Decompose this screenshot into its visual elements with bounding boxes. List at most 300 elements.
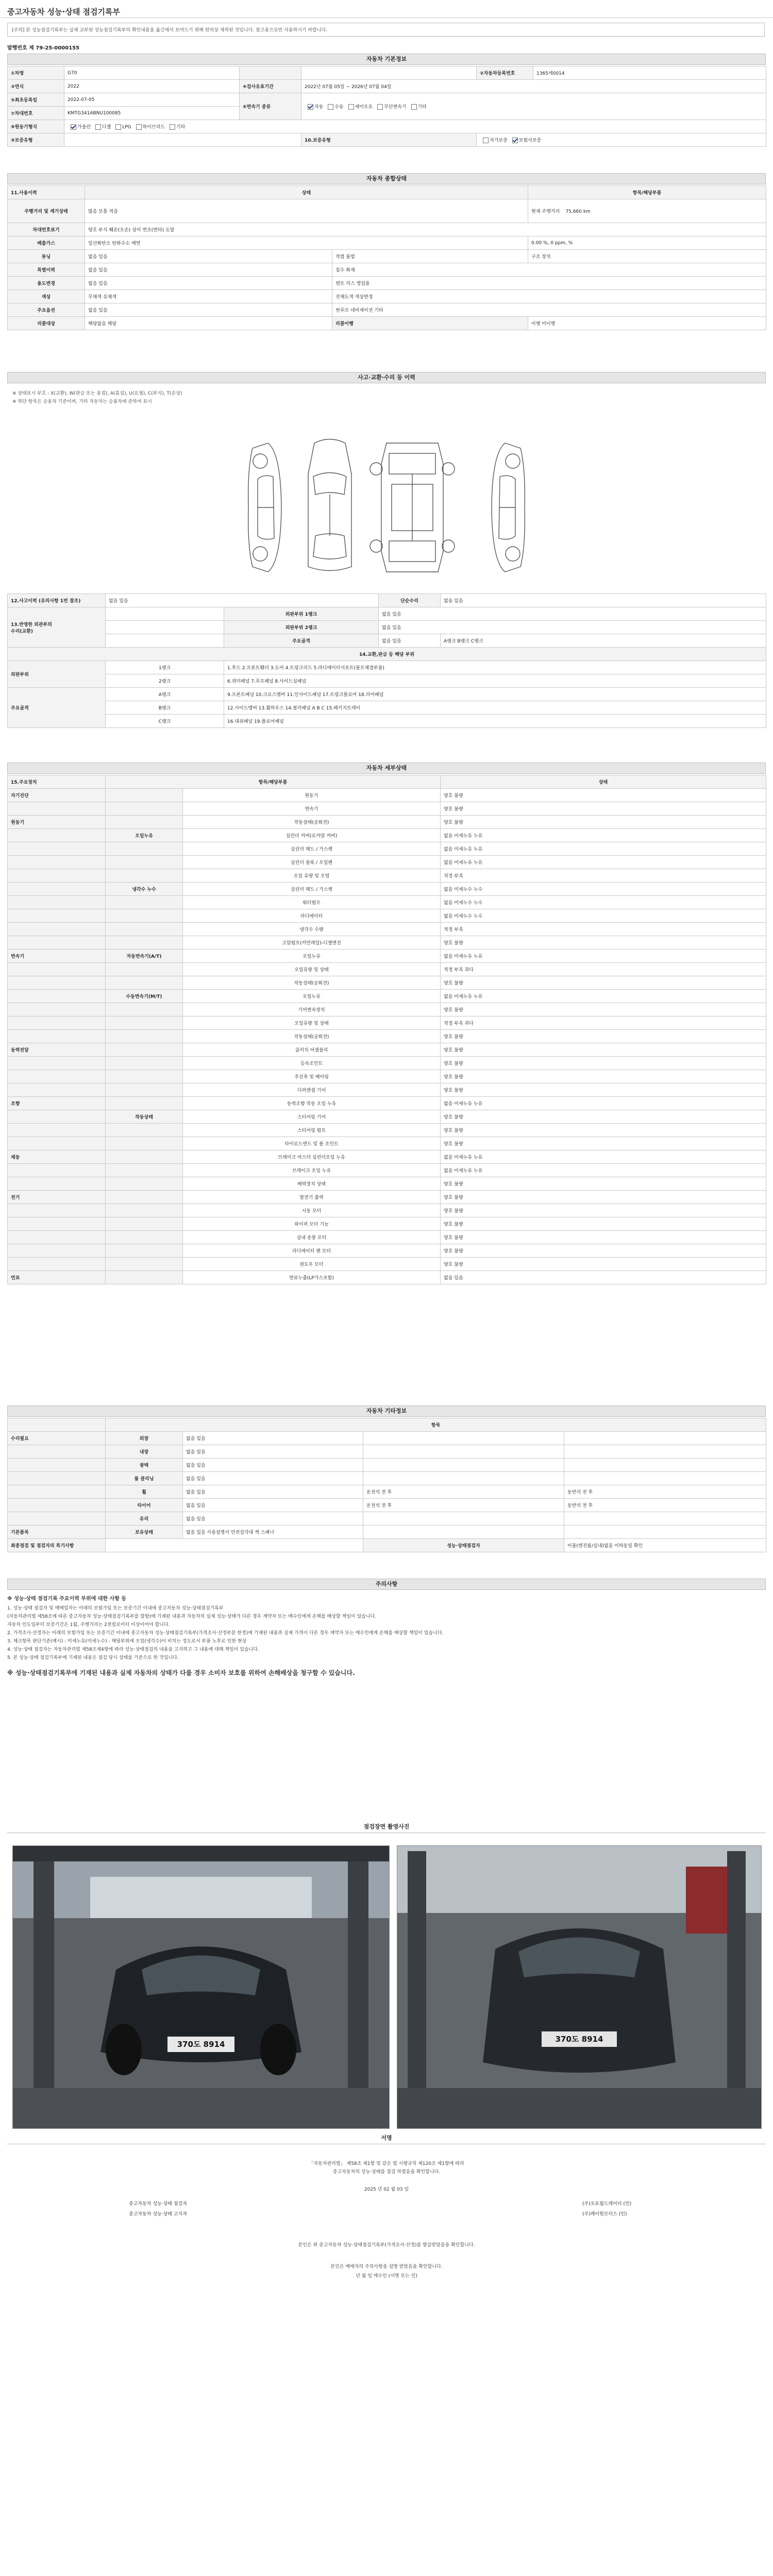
group-label [8, 1057, 106, 1070]
caution-heading: ※ 성능·상태 점검기록 주요이력 부위에 대한 사항 등 [7, 1596, 127, 1602]
garage-rear-photo [397, 1846, 761, 2128]
item-label: 동력조향 작동 오일 누유 [183, 1097, 441, 1110]
item-label: 클러치 어셈블리 [183, 1043, 441, 1057]
row-label: 성능·상태점검자 [363, 1539, 564, 1552]
item-label: 내장 [106, 1445, 183, 1459]
table-row [8, 1271, 766, 1284]
status-options: 없음 있음 [183, 1512, 363, 1526]
group-label [8, 963, 106, 976]
status-options: 적정 부족 [441, 869, 766, 883]
item-label: 작동상태(공회전) [183, 976, 441, 990]
row-options: 침수 화재 [332, 263, 766, 277]
field-label: ④검사유효기간 [240, 80, 301, 93]
checker-value: (주)오토월드레이더 (인) [582, 2201, 632, 2207]
checkbox-icon [95, 124, 101, 130]
row-label-group [8, 607, 106, 648]
parts-rank: B랭크 [106, 701, 224, 715]
checkbox-icon [328, 104, 333, 110]
row-options: 일산화탄소 탄화수소 매연 [85, 236, 528, 250]
table-row [8, 317, 766, 330]
row-options: A랭크 B랭크 C랭크 [441, 634, 766, 648]
column-header: 상태 [441, 775, 766, 789]
buyer-signature-line: 년 월 일 매수인 (서명 또는 인) [356, 2274, 417, 2279]
table-row [8, 816, 766, 829]
table-row [8, 701, 766, 715]
subgroup-label [106, 976, 183, 990]
group-label [8, 1083, 106, 1097]
item-label: 발전기 출력 [183, 1191, 441, 1204]
item-label: 등속조인트 [183, 1057, 441, 1070]
group-label: 연료 [8, 1271, 106, 1284]
subgroup-label: 작동상태 [106, 1110, 183, 1124]
status-options: 양호 불량 [441, 1030, 766, 1043]
status-options: 양호 불량 [441, 1070, 766, 1083]
caution-line: 2. 가격조사·산정자는 아래의 보험가입 또는 보증기간 이내에 중고자동차 성능·상태점검기록부(가격조사·산정부분 한정)에 기재된 내용과 실제 가격이 다른 경우 계약자 또는 매수인에게 손해를 배상할 책임이 있습니다. [7, 1631, 444, 1636]
legend-line: ※ 상태표시 부호 : X(교환), W(판금 또는 용접), A(흠집), U(요철), C(부식), T(손상) [12, 391, 182, 396]
item-label: 변속기 [183, 802, 441, 816]
plate-number-value: 1365세0014 [533, 66, 766, 80]
item-label: 원동기 [183, 789, 441, 802]
item-label: 오일유량 및 상태 [183, 1016, 441, 1030]
status-options: 양호 불량 [441, 1110, 766, 1124]
option-label: 기타 [176, 125, 186, 130]
license-plate: 370도 8914 [177, 2040, 225, 2049]
item-label: 기어변속장치 [183, 1003, 441, 1016]
table-header-row [8, 186, 766, 199]
table-row [8, 1459, 766, 1472]
table-row [8, 634, 766, 648]
table-row [8, 1472, 766, 1485]
status-options: 없음 있음 [183, 1499, 363, 1512]
table-row [8, 923, 766, 936]
group-label [8, 990, 106, 1003]
row-options: 없음 있음 [85, 277, 332, 290]
table-row [8, 936, 766, 950]
row-label: 주요골격 [224, 634, 379, 648]
row-options: 없음 있음 [379, 621, 766, 634]
item-label: 휠 [106, 1485, 183, 1499]
item-label: 배력장치 상태 [183, 1177, 441, 1191]
table-row [8, 1070, 766, 1083]
item-label: 작동상태(공회전) [183, 1030, 441, 1043]
row-value: 이물(엔진룸/실내)없음 이하동일 확인 [564, 1539, 766, 1552]
row-label: 튜닝 [8, 250, 85, 263]
mileage-cell [528, 199, 766, 223]
status-options: 없음 미세누유 누유 [441, 1097, 766, 1110]
row-options: 구조 장치 [528, 250, 766, 263]
table-row [8, 1231, 766, 1244]
caution-line: 1. 성능·상태 점검자 및 매매업자는 아래의 보험가입 또는 보증기간 이내에 중고자동차 성능·상태점검기록부 [7, 1606, 224, 1611]
status-options: 없음 미세누유 누유 [441, 1164, 766, 1177]
item-label: 워터펌프 [183, 896, 441, 909]
subgroup-label [106, 1030, 183, 1043]
caution-line: 자동차 인도일부터 보증기간은 1월, 주행거리는 2천킬로미터 이상이어야 합니다. [7, 1622, 170, 1628]
group-label [8, 1512, 106, 1526]
table-row [8, 236, 766, 250]
subgroup-label [106, 1124, 183, 1137]
subgroup-label [106, 1150, 183, 1164]
group-label [8, 1258, 106, 1271]
item-label: 실내 송풍 모터 [183, 1231, 441, 1244]
subgroup-label [106, 1043, 183, 1057]
empty-cell [106, 607, 224, 621]
row-options: 없음 있음 [85, 263, 332, 277]
table-row [8, 66, 766, 80]
row-label: 주요옵션 [8, 303, 85, 317]
table-row [8, 789, 766, 802]
subgroup-label: 냉각수 누수 [106, 883, 183, 896]
subgroup-label [106, 1217, 183, 1231]
item-label: 오일누유 [183, 990, 441, 1003]
row-label: 수리(교환) [11, 629, 33, 634]
table-row [8, 829, 766, 842]
table-row [8, 1526, 766, 1539]
status-options: 없음 미세누수 누수 [441, 909, 766, 923]
subgroup-label [106, 963, 183, 976]
group-label [8, 1110, 106, 1124]
section-caution: 주의사항 [7, 1579, 766, 1590]
subgroup-label [106, 1258, 183, 1271]
caution-footer: ※ 성능·상태점검기록부에 기재된 내용과 실제 자동차의 상태가 다를 경우 소비자 보호를 위하여 손해배상을 청구할 수 있습니다. [7, 1669, 355, 1676]
option-label: 기타 [417, 105, 427, 110]
position-options: 운전석 전 후 [363, 1499, 564, 1512]
table-row [8, 1110, 766, 1124]
status-options: 없음 미세누수 누수 [441, 883, 766, 896]
caution-line: (자동차관리법 제58조에 따른 중고자동차 성능·상태점검기록부를 말함)에 기재된 내용과 자동차의 실제 성능·상태가 다른 경우 계약자 또는 매수인에게 손해를 배상할 책임이 있습니다. [7, 1614, 377, 1619]
doc-title: 중고자동차 성능·상태 점검기록부 [7, 7, 121, 16]
group-label [8, 1030, 106, 1043]
table-row [8, 856, 766, 869]
checker-label: 중고자동차 성능·상태 점검자 [129, 2201, 187, 2207]
status-options: 양호 불량 [441, 1258, 766, 1271]
group-label [8, 842, 106, 856]
group-label [8, 1472, 106, 1485]
option-label: 무단변속기 [384, 105, 407, 110]
table-row [8, 802, 766, 816]
status-options: 없음 미세누유 누유 [441, 829, 766, 842]
group-label [8, 1231, 106, 1244]
checkbox-icon [377, 104, 383, 110]
row-options: 전체도색 색상변경 [332, 290, 766, 303]
subgroup-label [106, 789, 183, 802]
subgroup-label [106, 856, 183, 869]
section-detail-status: 자동차 세부상태 [7, 762, 766, 774]
subgroup-label [106, 1057, 183, 1070]
subgroup-label: 수동변속기(M/T) [106, 990, 183, 1003]
status-options: 없음 미세누수 누수 [441, 896, 766, 909]
item-label: 추진축 및 베어링 [183, 1070, 441, 1083]
field-label: ⑨보증유형 [8, 133, 64, 147]
option-label: 자가보증 [490, 138, 508, 143]
sign-date: 2025 년 02 월 03 일 [364, 2187, 409, 2192]
subgroup-label [106, 1204, 183, 1217]
subgroup-label: 자동변속기(A/T) [106, 950, 183, 963]
position-options [363, 1472, 564, 1485]
item-label: 오일유량 및 상태 [183, 963, 441, 976]
status-options: 양호 불량 [441, 936, 766, 950]
item-label: 외장 [106, 1432, 183, 1445]
reporter-label: 중고자동차 성능·상태 고지자 [129, 2212, 187, 2217]
vin-value: KMTG341ABNU100085 [64, 107, 240, 120]
row-label: 리콜이행 [332, 317, 528, 330]
row-label: 특별이력 [8, 263, 85, 277]
table-row [8, 1432, 766, 1445]
inspection-photo-front [12, 1845, 390, 2129]
table-row [8, 1164, 766, 1177]
table-row [8, 263, 766, 277]
position-options [363, 1432, 564, 1445]
item-label: 광택 [106, 1459, 183, 1472]
option-label: 디젤 [102, 125, 111, 130]
table-row [8, 607, 766, 621]
checkbox-icon [411, 104, 417, 110]
position-options: 운전석 전 후 [363, 1485, 564, 1499]
table-row [8, 976, 766, 990]
caution-line: 5. 본 성능·상태 점검기록부에 기재된 내용은 점검 당시 상태를 기준으로 한 것입니다. [7, 1655, 179, 1660]
parts-items: 16.대쉬패널 19.플로어패널 [224, 715, 766, 728]
table-row [8, 909, 766, 923]
group-label [8, 976, 106, 990]
table-row [8, 1485, 766, 1499]
status-options: 양호 불량 [441, 789, 766, 802]
subgroup-label [106, 1137, 183, 1150]
table-row [8, 1097, 766, 1110]
group-label [8, 1244, 106, 1258]
row-options: 없음 있음 [379, 634, 441, 648]
group-label [8, 1070, 106, 1083]
overall-status-table [7, 185, 766, 330]
table-row [8, 990, 766, 1003]
status-options: 양호 불량 [441, 1003, 766, 1016]
table-row [8, 1204, 766, 1217]
field-label: ①차명 [8, 66, 64, 80]
subgroup-label [106, 896, 183, 909]
subgroup-label [106, 816, 183, 829]
table-row [8, 1150, 766, 1164]
table-row [8, 1512, 766, 1526]
car-left-side-view [248, 443, 281, 572]
basic-info-table [7, 66, 766, 147]
table-row [8, 594, 766, 607]
subgroup-label [106, 1231, 183, 1244]
sign-line: 중고자동차의 성능·상태를 점검 하였음을 확인합니다. [332, 2170, 441, 2175]
group-label [8, 1459, 106, 1472]
group-label [8, 909, 106, 923]
position-options [564, 1459, 766, 1472]
table-row [8, 1539, 766, 1552]
group-label [8, 1003, 106, 1016]
item-label: 타이어 [106, 1499, 183, 1512]
table-row [8, 688, 766, 701]
field-label: 10.보증유형 [301, 133, 477, 147]
group-label: 동력전달 [8, 1043, 106, 1057]
column-header [8, 1418, 106, 1432]
table-row [8, 223, 766, 236]
table-row [8, 1124, 766, 1137]
subgroup-label [106, 1016, 183, 1030]
sign-line: 본인은 위 중고자동차 성능·상태점검기록부(가격조사·산정)를 발급받았음을 확인합니다. [298, 2243, 475, 2248]
status-options: 없음 있음 [183, 1432, 363, 1445]
status-options: 없음 미세누유 누유 [441, 1150, 766, 1164]
group-label [8, 1445, 106, 1459]
group-label [8, 1137, 106, 1150]
empty-cell [106, 621, 224, 634]
table-row [8, 896, 766, 909]
subgroup-label [106, 802, 183, 816]
item-label: 타이로드엔드 및 볼 조인트 [183, 1137, 441, 1150]
option-label: LPG [122, 125, 131, 130]
subgroup-label [106, 1083, 183, 1097]
row-label: 용도변경 [8, 277, 85, 290]
checkbox-icon [512, 138, 518, 143]
status-options: 적정 부족 과다 [441, 963, 766, 976]
item-label: 연료누출(LP가스포함) [183, 1271, 441, 1284]
group-label [8, 1485, 106, 1499]
position-options [564, 1512, 766, 1526]
table-row [8, 250, 766, 263]
table-row [8, 1043, 766, 1057]
subgroup-label [106, 1070, 183, 1083]
subgroup-label [106, 1177, 183, 1191]
row-label: 주행거리 및 계기상태 [8, 199, 85, 223]
status-options: 양호 불량 [441, 1137, 766, 1150]
section-accident-history: 사고·교환·수리 등 이력 [7, 372, 766, 383]
group-label: 조향 [8, 1097, 106, 1110]
field-label: ②자동차등록번호 [477, 66, 533, 80]
table-row [8, 80, 766, 93]
field-label [240, 66, 301, 80]
table-header-row [8, 775, 766, 789]
notice-box: [주의] 본 성능점검기록부는 실제 교부된 성능점검기록부의 확인내용을 옮긴에서 보여드기 위해 편의상 재작된 것입니다. 참고용으로만 사용하시기 바랍니다. [7, 23, 765, 37]
row-label: 배출가스 [8, 236, 85, 250]
sign-line: 본인은 매매자의 주의사항을 설명 받았음을 확인합니다. [330, 2264, 443, 2269]
table-row [8, 1057, 766, 1070]
group-label [8, 1499, 106, 1512]
status-options: 양호 불량 [441, 1124, 766, 1137]
group-label: 수리필요 [8, 1432, 106, 1445]
status-options: 양호 불량 [441, 1043, 766, 1057]
table-row [8, 674, 766, 688]
emission-value: 0.00 %, 0 ppm, % [528, 236, 766, 250]
group-label [8, 883, 106, 896]
group-label [8, 869, 106, 883]
group-label [8, 1204, 106, 1217]
field-value [301, 66, 477, 80]
empty-cell [106, 634, 224, 648]
parts-rank: 2랭크 [106, 674, 224, 688]
car-name-value: G70 [64, 66, 240, 80]
table-row [8, 883, 766, 896]
status-options: 양호 불량 [441, 976, 766, 990]
group-label: 기본품목 [8, 1526, 106, 1539]
row-options: 무채색 유채색 [85, 290, 332, 303]
garage-front-photo [13, 1846, 389, 2128]
row-label: 외판부위 1랭크 [224, 607, 379, 621]
table-row [8, 290, 766, 303]
car-diagram [232, 433, 541, 582]
status-options: 양호 불량 [441, 1244, 766, 1258]
option-label: 세미오토 [355, 105, 373, 110]
section-photos: 점검장면 촬영사진 [7, 1822, 766, 1833]
item-label: 유리 [106, 1512, 183, 1526]
table-row [8, 1016, 766, 1030]
status-options: 없음 있음 사용설명서 안전삼각대 잭 스패너 [183, 1526, 363, 1539]
table-row [8, 661, 766, 674]
row-label: 외판부위 2랭크 [224, 621, 379, 634]
parts-rank: A랭크 [106, 688, 224, 701]
parts-rank: C랭크 [106, 715, 224, 728]
position-options [363, 1512, 564, 1526]
status-options: 양호 불량 [441, 1057, 766, 1070]
row-label: 색상 [8, 290, 85, 303]
row-options: 없음 있음 [85, 250, 332, 263]
table-row [8, 1217, 766, 1231]
row-label: 리콜대상 [8, 317, 85, 330]
item-label: 라디에이터 팬 모터 [183, 1244, 441, 1258]
field-label: ⑤최초등록일 [8, 93, 64, 107]
subgroup-label [106, 1271, 183, 1284]
table-row [8, 133, 766, 147]
column-header: 항목/해당부품 [106, 775, 441, 789]
first-registration-value: 2022-07-05 [64, 93, 240, 107]
group-label [8, 1177, 106, 1191]
parts-items: 6.쿼터패널 7.루프패널 8.사이드실패널 [224, 674, 766, 688]
status-options: 없음 미세누유 누유 [441, 950, 766, 963]
position-options [564, 1526, 766, 1539]
empty-cell [106, 1539, 363, 1552]
table-row [8, 1244, 766, 1258]
status-options: 양호 불량 [441, 1231, 766, 1244]
field-label: ⑦차대번호 [8, 107, 64, 120]
status-options: 없음 있음 [183, 1472, 363, 1485]
caution-line: 3. 체크항목 판단기준(예시) : 미세누유(미세누수) - 해당부위에 오일(냉각수)이 비치는 정도로서 부품 노후로 인한 현상 [7, 1639, 247, 1644]
row-options: 양호 부식 훼손(오손) 상이 변조(변타) 도말 [85, 223, 766, 236]
status-options: 양호 불량 [441, 1217, 766, 1231]
car-front-top-view [308, 439, 351, 571]
table-header-row [8, 1418, 766, 1432]
status-options: 양호 불량 [441, 1204, 766, 1217]
group-label [8, 1124, 106, 1137]
row-options: 적법 불법 [332, 250, 528, 263]
item-label: 오일누유 [183, 950, 441, 963]
table-row [8, 1445, 766, 1459]
group-label [8, 936, 106, 950]
warranty-options [477, 133, 766, 147]
table-row [8, 93, 766, 107]
position-options [363, 1526, 564, 1539]
item-label: 냉각수 수량 [183, 923, 441, 936]
row-label: 차대번호표기 [8, 223, 85, 236]
checkbox-icon [170, 124, 175, 130]
subgroup-label [106, 869, 183, 883]
option-label: 수동 [334, 105, 344, 110]
row-options: 없음 있음 [441, 594, 766, 607]
status-options: 양호 불량 [441, 802, 766, 816]
group-label: 자기진단 [8, 789, 106, 802]
column-header: 15.주요장치 [8, 775, 106, 789]
column-header: 항목/해당부품 [528, 186, 766, 199]
table-row [8, 303, 766, 317]
checkbox-icon [348, 104, 354, 110]
mileage-value: 75,660 km [565, 209, 591, 214]
status-options: 없음 미세누유 누유 [441, 990, 766, 1003]
table-row [8, 715, 766, 728]
status-options: 양호 불량 [441, 1177, 766, 1191]
row-options: 없음 있음 [379, 607, 766, 621]
row-options: 많음 보통 적음 [85, 199, 528, 223]
item-label: 고압펌프(커먼레일)-디젤엔진 [183, 936, 441, 950]
status-options: 적정 부족 과다 [441, 1016, 766, 1030]
